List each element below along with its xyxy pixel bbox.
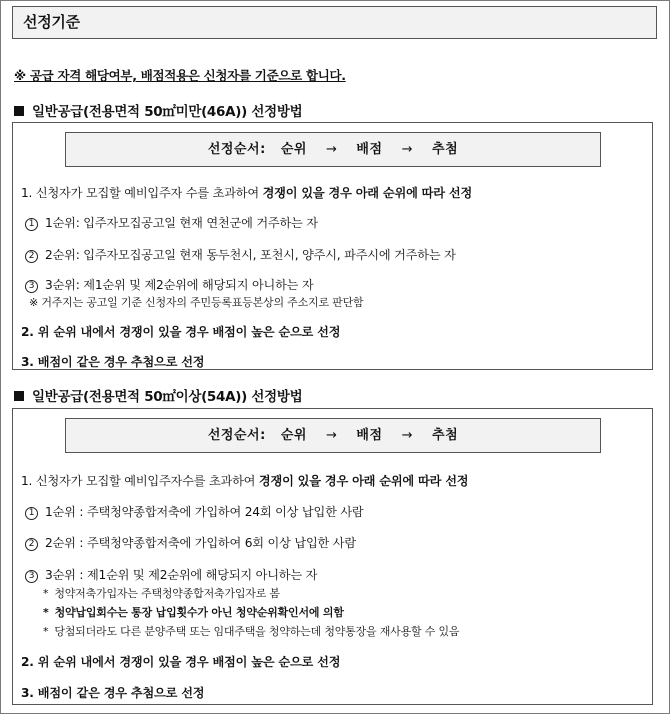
arrow-right-icon: → (401, 142, 413, 157)
circled-number: 1 (25, 507, 38, 520)
asterisk-mark: * (43, 625, 49, 638)
selection-order-bar (65, 418, 601, 453)
circled-number: 3 (25, 570, 38, 583)
rule-2: 2. 위 순위 내에서 경쟁이 있을 경우 배점이 높은 순으로 선정 (21, 655, 341, 669)
note-item: * 청약납입회수는 통장 납입횟수가 아닌 청약순위확인서에 의함 (43, 606, 344, 619)
rule-3: 3. 배점이 같은 경우 추첨으로 선정 (21, 686, 205, 700)
rank-item: 1 1순위: 입주자모집공고일 현재 연천군에 거주하는 자 (25, 214, 318, 231)
order-step: 배점 (356, 428, 383, 443)
rank-item: 3 3순위: 제1순위 및 제2순위에 해당되지 아니하는 자 (25, 276, 314, 293)
order-step: 추첨 (432, 142, 459, 157)
circled-number: 1 (25, 218, 38, 231)
rule-3: 3. 배점이 같은 경우 추첨으로 선정 (21, 355, 205, 369)
square-bullet-icon (14, 106, 24, 116)
circled-number: 2 (25, 538, 38, 551)
order-step: 배점 (356, 142, 383, 157)
note-item: * 당첨되더라도 다른 분양주택 또는 임대주택을 청약하는데 청약통장을 재사용할 수 있음 (43, 625, 460, 638)
rank-item: 2 2순위: 입주자모집공고일 현재 동두천시, 포천시, 양주시, 파주시에 거주하는 자 (25, 246, 456, 263)
rank-item: 1 1순위 : 주택청약종합저축에 가입하여 24회 이상 납입한 사람 (25, 503, 363, 520)
asterisk-mark: * (43, 606, 49, 619)
notice-text: ※ 공급 자격 해당여부, 배점적용은 신청자를 기준으로 합니다. (14, 68, 346, 83)
rank-item: 2 2순위 : 주택청약종합저축에 가입하여 6회 이상 납입한 사람 (25, 534, 356, 551)
selection-order-bar (65, 132, 601, 167)
section-1-box (12, 122, 653, 370)
note-item: * 청약저축가입자는 주택청약종합저축가입자로 봄 (43, 587, 280, 600)
section-1-heading: 일반공급(전용면적 50㎡미만(46A)) 선정방법 (14, 100, 302, 120)
page-title: 선정기준 (12, 6, 657, 39)
order-step: 추첨 (432, 428, 459, 443)
circled-number: 2 (25, 250, 38, 263)
section-2-box (12, 408, 653, 705)
circled-number: 3 (25, 280, 38, 293)
rank-note: ※ 거주지는 공고일 기준 신청자의 주민등록표등본상의 주소지로 판단함 (29, 296, 364, 309)
arrow-right-icon: → (325, 428, 338, 443)
arrow-right-icon: → (401, 428, 413, 443)
asterisk-mark: * (43, 587, 49, 600)
rule-2: 2. 위 순위 내에서 경쟁이 있을 경우 배점이 높은 순으로 선정 (21, 325, 341, 339)
order-label: 선정순서: (207, 142, 266, 157)
square-bullet-icon (14, 391, 24, 401)
rank-item: 3 3순위 : 제1순위 및 제2순위에 해당되지 아니하는 자 (25, 566, 317, 583)
section-2-heading: 일반공급(전용면적 50㎡이상(54A)) 선정방법 (14, 385, 302, 405)
order-step: 순위 (280, 142, 307, 157)
order-step: 순위 (280, 428, 307, 443)
order-label: 선정순서: (207, 428, 266, 443)
rule-1: 1. 신청자가 모집할 예비입주자수를 초과하여 경쟁이 있을 경우 아래 순위에 따라 선정 (21, 474, 469, 488)
rule-1: 1. 신청자가 모집할 예비입주자 수를 초과하여 경쟁이 있을 경우 아래 순위에 따라 선정 (21, 186, 473, 200)
arrow-right-icon: → (325, 142, 338, 157)
